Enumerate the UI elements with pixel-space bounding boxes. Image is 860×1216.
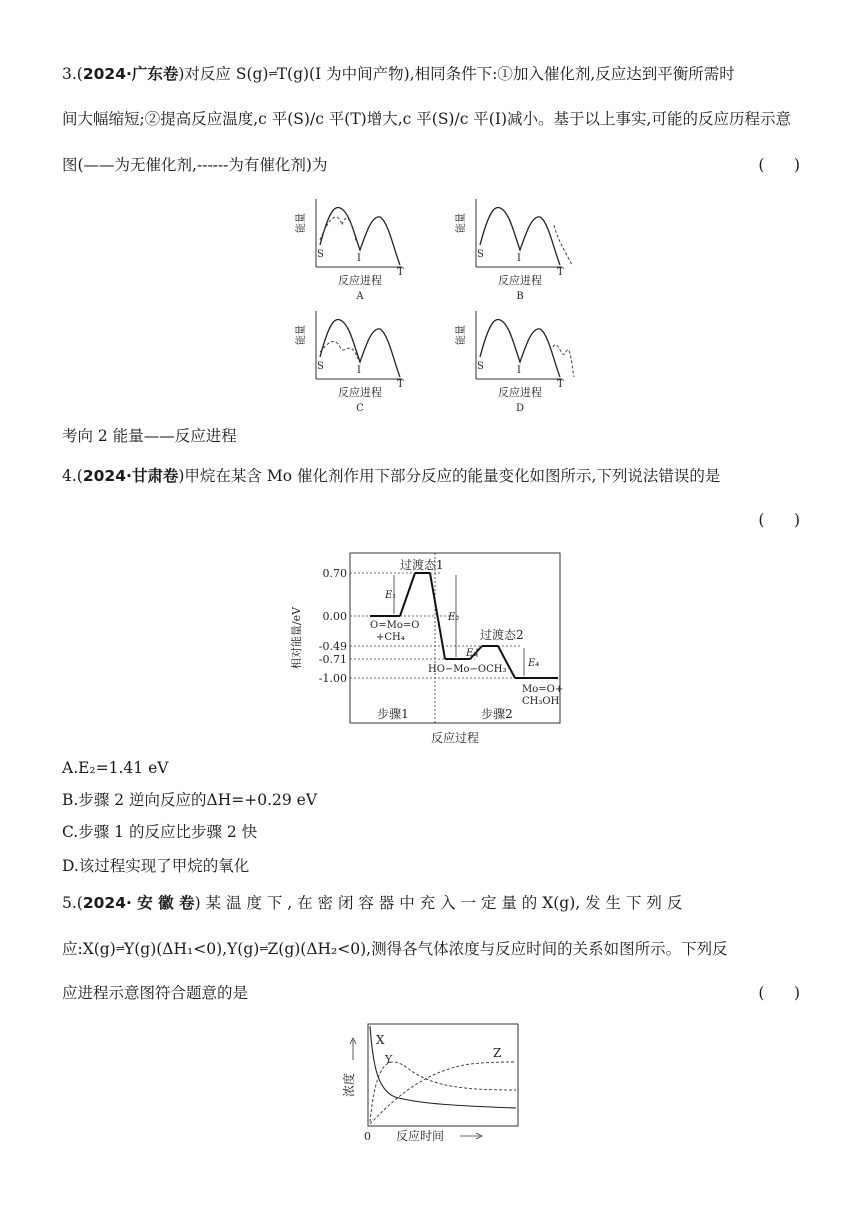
x-axis-label: 反应进程 xyxy=(498,274,542,287)
q3-panel-a xyxy=(294,199,404,302)
q4-number: 4.( xyxy=(62,467,83,485)
tick-label: -0.49 xyxy=(318,640,347,653)
q3-answer-blank: ( ) xyxy=(758,156,800,174)
catalyzed-curve xyxy=(320,342,358,359)
catalyzed-curve xyxy=(554,225,572,265)
panel-label: A xyxy=(356,291,364,302)
equilibrium-arrow-icon: ⇌ xyxy=(259,942,268,955)
section-heading: 考向 2 能量——反应进程 xyxy=(62,427,237,445)
z-curve xyxy=(370,1062,516,1124)
q3-panel-d xyxy=(454,311,574,414)
panel-label: C xyxy=(356,403,364,414)
q3-text-b: T(g)(I 为中间产物),相同条件下:①加入催化剂,反应达到平衡所需时 xyxy=(276,65,735,83)
s-label: S xyxy=(317,249,324,260)
q5-concentration-chart xyxy=(340,1022,525,1147)
i-label: I xyxy=(357,253,361,264)
x-axis-label: 反应过程 xyxy=(430,731,480,745)
q5-text-c: Y(g)(ΔH₁<0),Y(g) xyxy=(124,940,260,958)
q4-energy-diagram xyxy=(290,548,570,748)
species-1b: +CH₄ xyxy=(376,632,405,643)
i-label: I xyxy=(357,365,361,376)
t-label: T xyxy=(397,267,404,278)
q3-panel-b xyxy=(454,199,572,302)
z-series-label: Z xyxy=(493,1046,502,1060)
step2-label: 步骤2 xyxy=(481,707,513,721)
ts1-label: 过渡态1 xyxy=(400,558,444,572)
x-axis-label: 反应进程 xyxy=(338,274,382,287)
q5-answer-blank: ( ) xyxy=(758,984,800,1002)
q3-text-a: )对反应 S(g) xyxy=(178,65,269,83)
i-label: I xyxy=(517,365,521,376)
q3-number: 3.( xyxy=(62,65,83,83)
e1-label: E₁ xyxy=(385,590,397,601)
x-axis-label: 反应时间 xyxy=(396,1129,445,1143)
equilibrium-arrow-icon: ⇌ xyxy=(268,67,277,80)
equilibrium-arrow-icon: ⇌ xyxy=(115,942,124,955)
q3-panel-c xyxy=(294,311,404,414)
step1-label: 步骤1 xyxy=(377,707,409,721)
q4-line-1 xyxy=(62,466,720,486)
tick-label: 0.70 xyxy=(322,567,347,580)
q4-option-c: C.步骤 1 的反应比步骤 2 快 xyxy=(62,823,258,841)
q3-line-1 xyxy=(62,64,735,84)
y-axis-label: 能量 xyxy=(296,213,307,233)
e3-label: E₃ xyxy=(466,648,478,659)
q5-text-a: ) 某 温 度 下 , 在 密 闭 容 器 中 充 入 一 定 量 的 X(g), 发 生 下 列 反 xyxy=(194,894,683,912)
species-2: HO−Mo−OCH₃ xyxy=(428,664,507,675)
y-axis-label: 能量 xyxy=(296,325,307,345)
q5-text-d: Z(g)(ΔH₂<0),测得各气体浓度与反应时间的关系如图所示。下列反 xyxy=(267,940,728,958)
species-3b: CH₃OH xyxy=(522,696,560,707)
tick-label: -0.71 xyxy=(318,653,347,666)
panel-label: D xyxy=(515,403,525,414)
q5-source: 2024· 安 徽 卷 xyxy=(82,894,195,912)
e2-label: E₂ xyxy=(448,612,460,623)
t-label: T xyxy=(557,267,564,278)
q3-figure xyxy=(290,195,580,420)
q4-option-b: B.步骤 2 逆向反应的ΔH=+0.29 eV xyxy=(62,791,318,809)
q4-answer-blank: ( ) xyxy=(758,511,800,529)
q4-option-d: D.该过程实现了甲烷的氧化 xyxy=(62,857,250,875)
q4-option-a: A.E₂=1.41 eV xyxy=(62,759,169,777)
y-series-label: Y xyxy=(385,1053,393,1066)
s-label: S xyxy=(477,361,484,372)
species-3a: Mo=O+ xyxy=(522,684,564,695)
ts2-label: 过渡态2 xyxy=(480,628,524,642)
q5-text-b: 应:X(g) xyxy=(62,940,116,958)
q4-source: 2024·甘肃卷 xyxy=(82,467,179,485)
x-series-label: X xyxy=(376,1033,385,1047)
tick-label: 0.00 xyxy=(322,610,347,623)
q3-line-2: 间大幅缩短;②提高反应温度,c 平(S)/c 平(T)增大,c 平(S)/c 平(I)减小。基于以上事实,可能的反应历程示意 xyxy=(62,110,791,128)
y-axis-label: 能量 xyxy=(456,325,467,345)
q5-line-3: 应进程示意图符合题意的是 xyxy=(62,984,249,1002)
q3-line-3: 图(——为无催化剂,------为有催化剂)为 xyxy=(62,156,328,174)
origin-label: 0 xyxy=(364,1130,371,1143)
s-label: S xyxy=(477,249,484,260)
q5-line-2 xyxy=(62,939,728,959)
x-axis-label: 反应进程 xyxy=(498,386,542,399)
x-axis-label: 反应进程 xyxy=(338,386,382,399)
q4-text: )甲烷在某含 Mo 催化剂作用下部分反应的能量变化如图所示,下列说法错误的是 xyxy=(178,467,721,485)
q5-line-1 xyxy=(62,893,682,913)
t-label: T xyxy=(557,379,564,390)
y-axis-label: 相对能量/eV xyxy=(290,606,303,670)
q3-source: 2024·广东卷 xyxy=(82,65,179,83)
q5-number: 5.( xyxy=(62,894,83,912)
tick-label: -1.00 xyxy=(318,672,347,685)
catalyzed-curve xyxy=(553,345,574,377)
i-label: I xyxy=(517,253,521,264)
chart-frame xyxy=(368,1024,518,1126)
y-axis-label: 浓度 xyxy=(342,1072,356,1097)
panel-label: B xyxy=(516,291,524,302)
t-label: T xyxy=(397,379,404,390)
x-curve xyxy=(370,1026,516,1108)
catalyzed-curve xyxy=(320,217,356,241)
y-axis-label: 能量 xyxy=(456,213,467,233)
s-label: S xyxy=(317,361,324,372)
species-1a: O=Mo=O xyxy=(370,620,420,631)
e4-label: E₄ xyxy=(528,658,540,669)
